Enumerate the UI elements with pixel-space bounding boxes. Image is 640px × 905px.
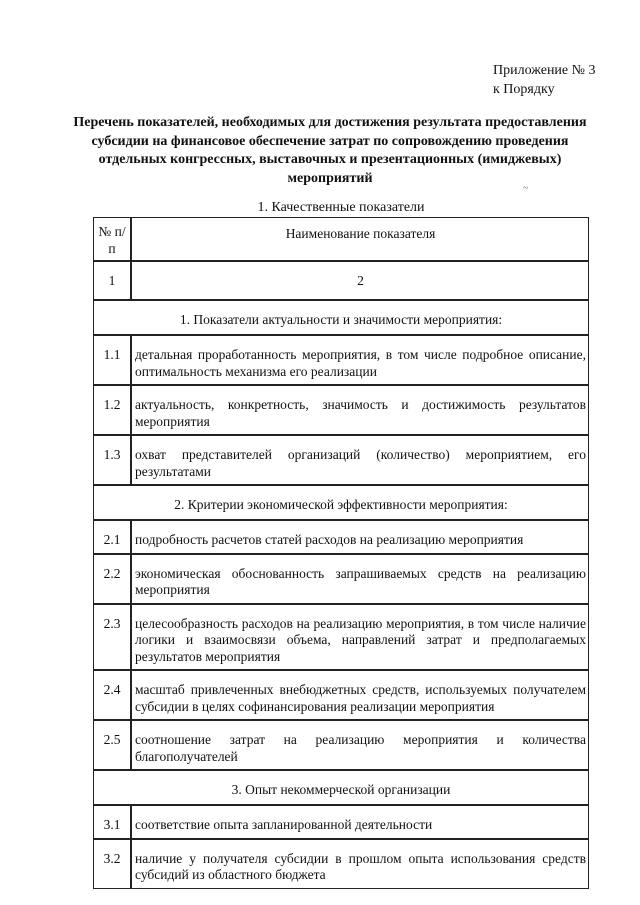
table-row [93, 435, 589, 485]
table-row [93, 554, 589, 604]
row-number: 2.1 [93, 520, 131, 554]
table-header-row [93, 217, 589, 261]
section-row [93, 300, 589, 335]
table-row [93, 670, 589, 720]
table-row [93, 385, 589, 435]
row-number: 2.4 [93, 670, 131, 720]
header-name: Наименование показателя [131, 217, 589, 261]
table-row [93, 604, 589, 671]
table-row [93, 335, 589, 385]
table-caption: 1. Качественные показатели [257, 200, 425, 215]
row-text: детальная проработанность мероприятия, в том числе подробное описание, оптимальность механизма его реализации [131, 335, 589, 385]
row-number: 2.3 [93, 604, 131, 671]
row-text: наличие у получателя субсидии в прошлом опыта использования средств субсидий из областного бюджета [131, 839, 589, 889]
row-number: 1.1 [93, 335, 131, 385]
row-text: экономическая обоснованность запрашиваемых средств на реализацию мероприятия [131, 554, 589, 604]
table-row [93, 805, 589, 839]
row-number: 1.2 [93, 385, 131, 435]
section-title: 3. Опыт некоммерческой организации [93, 770, 589, 805]
document-title: Перечень показателей, необходимых для достижения результата предоставления субсидии на финансовое обеспечение затрат по сопровождению проведения отдельных конгрессных, выставочных и презентационных (имиджевых) мероприятий [73, 115, 587, 186]
row-text: соотношение затрат на реализацию мероприятия и количества благополучателей [131, 720, 589, 770]
row-number: 3.2 [93, 839, 131, 889]
column-index-2: 2 [131, 261, 589, 300]
row-text: охват представителей организаций (количество) мероприятием, его результатами [131, 435, 589, 485]
section-row [93, 770, 589, 805]
appendix-label [493, 61, 596, 99]
appendix-reference: к Порядку [493, 82, 555, 97]
row-text: актуальность, конкретность, значимость и достижимость результатов мероприятия [131, 385, 589, 435]
row-text: масштаб привлеченных внебюджетных средств, используемых получателем субсидии в целях софинансирования реализации мероприятия [131, 670, 589, 720]
table-row [93, 520, 589, 554]
column-index-1: 1 [93, 261, 131, 300]
section-row [93, 485, 589, 520]
scan-mark: ~ [523, 183, 529, 194]
section-title: 1. Показатели актуальности и значимости мероприятия: [93, 300, 589, 335]
section-title: 2. Критерии экономической эффективности мероприятия: [93, 485, 589, 520]
table-row [93, 720, 589, 770]
row-text: целесообразность расходов на реализацию мероприятия, в том числе наличие логики и взаимосвязи объема, направлений затрат и предполагаемых результатов мероприятия [131, 604, 589, 671]
table-row [93, 839, 589, 889]
row-number: 1.3 [93, 435, 131, 485]
row-text: подробность расчетов статей расходов на реализацию мероприятия [131, 520, 589, 554]
row-text: соответствие опыта запланированной деятельности [131, 805, 589, 839]
header-number: № п/п [93, 217, 131, 261]
column-index-row [93, 261, 589, 300]
appendix-number: Приложение № 3 [493, 63, 596, 78]
row-number: 2.2 [93, 554, 131, 604]
indicators-table [93, 217, 589, 889]
row-number: 2.5 [93, 720, 131, 770]
row-number: 3.1 [93, 805, 131, 839]
